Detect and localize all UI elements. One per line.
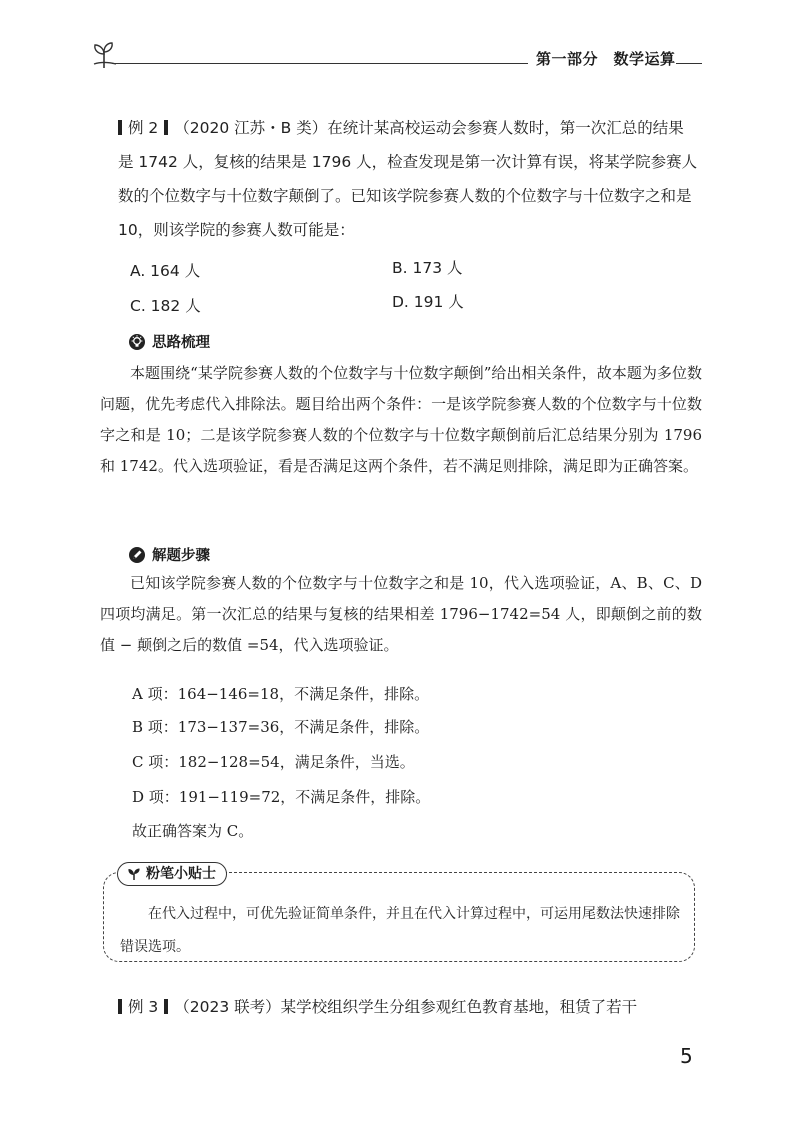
solution-title: 解题步骤	[152, 548, 210, 564]
tag-bar-right	[164, 120, 168, 135]
header-rule-end	[676, 63, 702, 64]
tip-label	[117, 862, 227, 886]
step-d: D 项：191−119=72，不满足条件，排除。	[132, 788, 431, 806]
solution-heading	[128, 544, 210, 565]
tag-bar-left	[118, 999, 122, 1014]
analysis-text: 本题围绕“某学院参赛人数的个位数字与十位数字颠倒”给出相关条件，故本题为多位数问题，优先考虑代入排除法。题目给出两个条件：一是该学院参赛人数的个位数字与十位数字之和是 10；二是该学院参赛人数的个位数字与十位数字颠倒前后汇总结果分别为 1796 和 1742。代入选项验证，看是否满足这两个条件，若不满足则排除，满足即为正确答案。	[100, 364, 702, 475]
page-number: 5	[680, 1044, 693, 1068]
sprout-small-icon	[126, 867, 142, 881]
tip-label-text: 粉笔小贴士	[146, 866, 216, 882]
analysis-title: 思路梳理	[152, 335, 210, 351]
step-c: C 项：182−128=54，满足条件，当选。	[132, 753, 415, 771]
pen-icon	[128, 546, 146, 564]
tag-bar-left	[118, 120, 122, 135]
tip-text: 在代入过程中，可优先验证简单条件，并且在代入计算过程中，可运用尾数法快速排除错误选项。	[120, 906, 680, 955]
section-title: 第一部分 数学运算	[536, 50, 676, 68]
header-rule	[112, 63, 528, 64]
example-2	[118, 111, 698, 247]
option-d: D. 191 人	[392, 293, 464, 311]
example-3	[118, 990, 698, 1024]
bulb-icon	[128, 333, 146, 351]
conclusion: 故正确答案为 C。	[132, 822, 254, 840]
option-c: C. 182 人	[130, 297, 201, 315]
analysis-heading	[128, 331, 210, 352]
step-b: B 项：173−137=36，不满足条件，排除。	[132, 718, 430, 736]
example-tag: 例 2	[128, 119, 159, 137]
option-b: B. 173 人	[392, 259, 463, 277]
option-a: A. 164 人	[130, 262, 201, 280]
example-question: （2020 江苏・B 类）在统计某高校运动会参赛人数时，第一次汇总的结果是 1742 人，复核的结果是 1796 人，检查发现是第一次计算有误，将某学院参赛人数的个位数字与十位数字颠倒了。已知该学院参赛人数的个位数字与十位数字之和是 10，则该学院的参赛人数可能是：	[118, 119, 698, 239]
example-tag: 例 3	[128, 998, 159, 1016]
step-a: A 项：164−146=18，不满足条件，排除。	[132, 685, 430, 703]
example-question: （2023 联考）某学校组织学生分组参观红色教育基地，租赁了若干	[174, 998, 638, 1016]
tag-bar-right	[164, 999, 168, 1014]
sprout-icon	[90, 40, 118, 70]
solution-text: 已知该学院参赛人数的个位数字与十位数字之和是 10，代入选项验证，A、B、C、D 四项均满足。第一次汇总的结果与复核的结果相差 1796−1742=54 人，即颠倒之前的数值 − 颠倒之后的数值 =54，代入选项验证。	[100, 574, 702, 654]
